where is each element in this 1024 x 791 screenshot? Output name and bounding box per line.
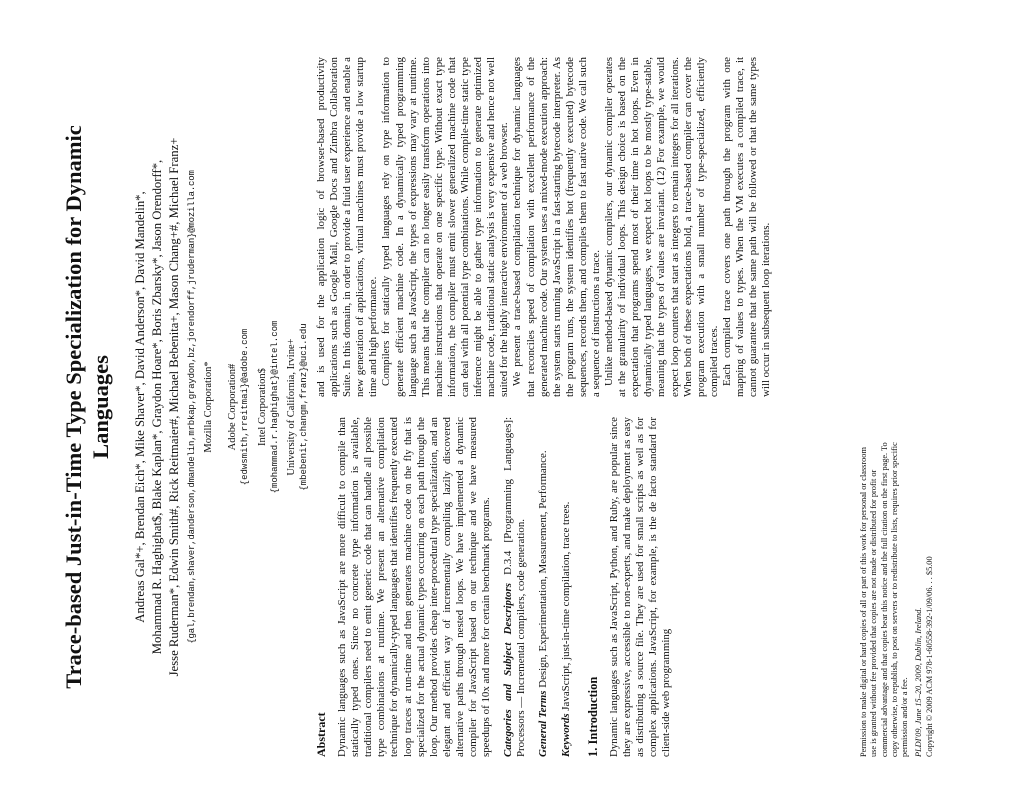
affiliation-name: Mozilla Corporation* bbox=[203, 361, 214, 453]
left-column bbox=[315, 417, 935, 757]
keywords-label: Keywords bbox=[559, 713, 572, 757]
authors-line-2: Mohammad R. Haghighat$, Blake Kaplan*, Graydon Hoare*, Boris Zbarsky*, Jason Orendorff*, bbox=[150, 159, 164, 655]
categories bbox=[502, 417, 528, 757]
paper-title bbox=[60, 57, 114, 757]
categories-label: Categories and Subject Descriptors bbox=[502, 583, 515, 757]
rotated-page-content bbox=[60, 57, 940, 757]
abstract-heading: Abstract bbox=[314, 712, 328, 757]
author-list bbox=[132, 57, 183, 757]
intro-continued: and is used for the application logic of browser-based productivity applications such as Google Mail, Google Docs and Zimbra Collaboration Suite. In this domain, in order to provide a fluid user experience and enable a new generation of applications, virtual machines must provide a low startup time and high performance. bbox=[315, 57, 380, 397]
copyright-line: Copyright © 2009 ACM 978-1-60558-392-1/09/06. . . $5.00 bbox=[924, 556, 934, 757]
intro-paragraph-2: Compilers for statically typed languages rely on type information to generate efficient machine code. In a dynamically typed programming language such as JavaScript, the types of expressions may vary at runtime. This means that the compiler can no longer easily transform operations into machine instructions that operate on one specific type. Without exact type information, the compiler must emit slower generalized machine code that can deal with all potential type combinations. While compile-time static type inference might be able to gather type information to generate optimized machine code, traditional static analysis is very expensive and hence not well suited for the highly interactive environment of a web browser. bbox=[380, 57, 511, 397]
keywords bbox=[560, 417, 573, 757]
affiliation-uci bbox=[285, 57, 310, 757]
affiliation-name: Intel Corporation$ bbox=[257, 368, 268, 446]
right-column bbox=[315, 57, 773, 397]
title-line-1: Trace-based Just-in-Time Type Specialization for Dynamic bbox=[61, 125, 86, 689]
affiliation-intel bbox=[256, 57, 281, 757]
abstract-text: Dynamic languages such as JavaScript are more difficult to compile than statically typed ones. Since no concrete type information is available, traditional compilers need to emit generic code that can handle all possible type combinations at runtime. We present an alternative compilation technique for dynamically-typed languages that identifies frequently executed loop traces at run-time and then generates machine code on the fly that is specialized for the actual dynamic types occurring on each path through the loop. Our method provides cheap inter-procedural type specialization, and an elegant and efficient way of incrementally compiling lazily discovered alternative paths through nested loops. We have implemented a dynamic compiler for JavaScript based on our technique and we have measured speedups of 10x and more for certain benchmark programs. bbox=[336, 417, 493, 757]
mozilla-emails: {gal,brendan,shaver,danderson,dmandelin,mrbkap,graydon,bz,jorendorff,jruderman}@mozilla.com bbox=[187, 170, 197, 644]
intro-paragraph: Dynamic languages such as JavaScript, Python, and Ruby, are popular since they are expressive, accessible to non-experts, and make deployment as easy as distributing a source file. They are used for small scripts as well as for complex applications. JavaScript, for example, is the de facto standard for client-side web programming bbox=[607, 417, 673, 757]
general-terms bbox=[537, 417, 550, 757]
intro-paragraph-4: Unlike method-based dynamic compilers, our dynamic compiler operates at the granularity of individual loops. This design choice is based on the expectation that programs spend most of their time in hot loops. Even in dynamically typed languages, we expect hot loops to be mostly type-stable, meaning that the types of values are invariant. (12) For example, we would expect loop counters that start as integers to remain integers for all iterations. When both of these expectations hold, a trace-based compiler can cover the program execution with a small number of type-specialized, efficiently compiled traces. bbox=[603, 57, 720, 397]
categories-text: D.3.4 [Programming Languages]: Processors — Incremental compilers, code generation. bbox=[502, 417, 528, 757]
authors-line-3: Jesse Ruderman*, Edwin Smith#, Rick Reitmaier#, Michael Bebenita+, Mason Chang+#, Michael Franz+ bbox=[167, 137, 181, 677]
title-line-2: Languages bbox=[88, 355, 113, 459]
affiliation-adobe bbox=[226, 57, 251, 757]
terms-label: General Terms bbox=[537, 690, 550, 757]
permission-notice: Permission to make digital or hard copies of all or part of this work for personal or classroom use is granted without fee provided that copies are not made or distributed for profit or commercial advantage and that copies bear this notice and the full citation on the first page. To copy otherwise, to republish, to post on servers or to redistribute to lists, requires prior specific permission and/or a fee. bbox=[858, 442, 910, 757]
affiliation-name: Adobe Corporation# bbox=[227, 363, 238, 451]
permission-block bbox=[859, 437, 935, 757]
intro-paragraph-5: Each compiled trace covers one path through the program with one mapping of values to types. When the VM executes a compiled trace, it cannot guarantee that the same path will be followed or that the same types will occur in subsequent loop iterations. bbox=[720, 57, 773, 397]
affiliation-email: {mbebenit,changm,franz}@uci.edu bbox=[299, 323, 309, 491]
terms-text: Design, Experimentation, Measurement, Performance. bbox=[537, 450, 550, 688]
affiliation-email: {mohammad.r.haghighat}@intel.com bbox=[270, 320, 280, 494]
affiliation-name: University of California, Irvine+ bbox=[286, 338, 297, 476]
authors-line-1: Andreas Gal*+, Brendan Eich*, Mike Shaver*, David Anderson*, David Mandelin*, bbox=[133, 191, 147, 623]
keywords-text: JavaScript, just-in-time compilation, trace trees. bbox=[559, 501, 572, 711]
affiliation-mozilla bbox=[202, 57, 215, 757]
affiliation-email: {edwsmith,rreitmai}@adobe.com bbox=[240, 328, 250, 486]
conference-info: PLDI'09, June 15–20, 2009, Dublin, Ireland. bbox=[914, 607, 924, 757]
intro-heading: 1. Introduction bbox=[585, 676, 600, 757]
intro-paragraph-3: We present a trace-based compilation technique for dynamic languages that reconciles speed of compilation with excellent performance of the generated machine code. Our system uses a mixed-mode execution approach: the system starts running JavaScript in a fast-starting bytecode interpreter. As the program runs, the system identifies hot (frequently executed) bytecode sequences, records them, and compiles them to fast native code. We call such a sequence of instructions a trace. bbox=[511, 57, 602, 397]
